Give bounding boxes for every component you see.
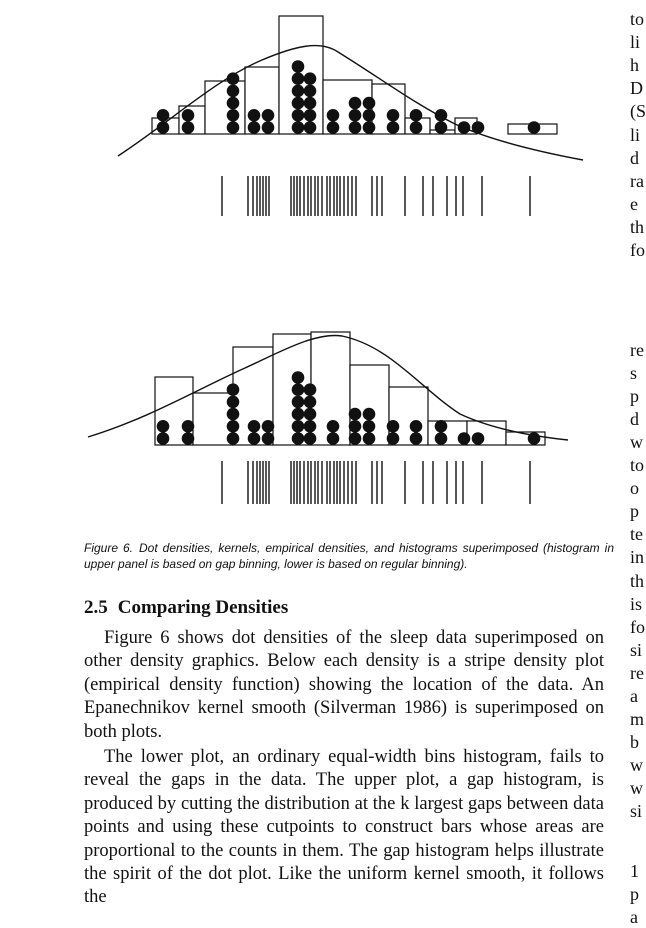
figure-6-lower-panel [0, 318, 615, 518]
density-dot [262, 121, 275, 134]
density-dot [304, 97, 317, 110]
density-dot [182, 121, 195, 134]
density-dot [292, 396, 305, 409]
density-dot [410, 420, 423, 433]
body-paragraph: Figure 6 shows dot densities of the sleep data superimposed on other density graphics. Below each density is a stripe density plot (empirical density function) showing the location of the data. An Epanechnikov kernel smooth (Silverman 1986) is superimposed on both plots. [84, 628, 604, 742]
density-dot [363, 432, 376, 445]
right-column-fragment: b [630, 731, 639, 752]
section-heading [84, 596, 288, 620]
figure-label: Figure 6. [84, 541, 133, 555]
density-dot [292, 60, 305, 73]
right-column-fragment: fo [630, 240, 645, 260]
density-dot [157, 109, 170, 122]
density-dot [182, 432, 195, 445]
density-dot [248, 121, 261, 134]
density-dot [349, 432, 362, 445]
figure-6-upper-panel [0, 0, 615, 230]
regular-histogram-plot [0, 318, 615, 518]
density-dot [304, 396, 317, 409]
density-dot [262, 109, 275, 122]
density-dot [227, 121, 240, 134]
density-dot [458, 432, 471, 445]
right-column-cropped [630, 0, 646, 927]
density-dot [304, 383, 317, 396]
right-column-fragment: re [630, 662, 644, 683]
density-dot [349, 121, 362, 134]
density-dot [387, 109, 400, 122]
right-column-fragment: li [630, 32, 641, 53]
right-column-fragment: p [630, 501, 639, 522]
density-dot [327, 432, 340, 445]
density-dot [262, 420, 275, 433]
density-dot [157, 432, 170, 445]
density-dot [387, 420, 400, 433]
density-dot [472, 432, 485, 445]
density-dot [227, 85, 240, 98]
right-column-fragment: in [630, 547, 645, 568]
density-dot [528, 121, 541, 134]
density-dot [363, 420, 376, 433]
density-dot [435, 420, 448, 433]
density-dot [182, 420, 195, 433]
density-dot [227, 408, 240, 421]
density-dot [227, 383, 240, 396]
right-column-fragment: li [630, 124, 641, 145]
right-column-fragment: to [630, 9, 645, 29]
right-column-fragment: d [630, 147, 639, 168]
density-dot [248, 109, 261, 122]
section-number: 2.5 [84, 597, 108, 618]
density-dot [227, 432, 240, 445]
density-dot [435, 121, 448, 134]
right-column-fragment: w [630, 432, 643, 453]
right-column-fragment: D [630, 78, 643, 99]
density-dot [410, 109, 423, 122]
density-dot [349, 420, 362, 433]
density-dot [227, 420, 240, 433]
density-dot [227, 396, 240, 409]
density-dot [262, 432, 275, 445]
density-dot [304, 121, 317, 134]
density-dot [435, 432, 448, 445]
right-column-fragment: si [630, 639, 643, 660]
right-column-fragment: 1 [630, 861, 639, 881]
right-column-fragment: a [630, 685, 638, 706]
density-dot [327, 121, 340, 134]
density-dot [410, 121, 423, 134]
density-dot [349, 97, 362, 110]
right-column-fragment: re [630, 340, 644, 360]
density-dot [304, 432, 317, 445]
section-title: Comparing Densities [117, 597, 289, 618]
right-column-fragment: o [630, 478, 639, 499]
density-dot [363, 121, 376, 134]
right-column-fragment: h [630, 55, 639, 76]
density-dot [327, 420, 340, 433]
density-dot [292, 371, 305, 384]
density-dot [304, 85, 317, 98]
right-column-fragment: e [630, 193, 638, 214]
right-column-fragment: te [630, 524, 643, 545]
density-dot [292, 432, 305, 445]
right-column-fragment: w [630, 754, 643, 775]
right-column-fragment: (S [630, 101, 646, 122]
right-column-fragment: si [630, 801, 643, 821]
right-column-fragment: ra [630, 170, 644, 191]
density-dot [182, 109, 195, 122]
density-dot [292, 121, 305, 134]
right-column-fragment: s [630, 363, 638, 384]
density-dot [157, 420, 170, 433]
gap-histogram-plot [0, 0, 615, 230]
right-column-fragment: to [630, 455, 645, 476]
density-dot [387, 121, 400, 134]
figure-caption-text: Dot densities, kernels, empirical densities, and histograms superimposed (histogram in upper panel is based on gap binning, lower is based on regular binning). [84, 541, 614, 571]
density-dot [292, 109, 305, 122]
body-paragraph: The lower plot, an ordinary equal-width bins histogram, fails to reveal the gaps in the data. The upper plot, a gap histogram, is produced by cutting the distribution at the k largest gaps between data points and using these cutpoints to construct bars whose areas are proportional to the counts in them. The gap histogram helps illustrate the spirit of the dot plot. Like the uniform kernel smooth, it follows the [84, 747, 604, 908]
density-dot [304, 408, 317, 421]
right-column-fragment: a [630, 907, 638, 927]
density-dot [292, 383, 305, 396]
density-dot [227, 109, 240, 122]
right-column-fragment: th [630, 570, 645, 591]
density-dot [327, 109, 340, 122]
density-dot [227, 97, 240, 110]
right-column-fragment: m [630, 708, 645, 729]
density-dot [304, 72, 317, 85]
density-dot [410, 432, 423, 445]
density-dot [363, 109, 376, 122]
right-column-fragment: p [630, 884, 639, 904]
right-column-fragment: w [630, 777, 643, 798]
density-dot [292, 420, 305, 433]
right-column-fragment: d [630, 409, 639, 430]
density-dot [349, 408, 362, 421]
density-dot [363, 97, 376, 110]
density-dot [304, 109, 317, 122]
right-column-fragment: p [630, 386, 639, 407]
density-dot [349, 109, 362, 122]
density-dot [292, 97, 305, 110]
density-dot [387, 432, 400, 445]
density-dot [248, 420, 261, 433]
right-column-fragment: is [630, 593, 643, 614]
density-dot [248, 432, 261, 445]
density-dot [363, 408, 376, 421]
density-dot [292, 72, 305, 85]
density-dot [292, 85, 305, 98]
right-column-fragment: th [630, 216, 645, 237]
figure-caption [84, 540, 614, 572]
density-dot [304, 420, 317, 433]
density-dot [292, 408, 305, 421]
right-column-fragment: fo [630, 616, 645, 637]
